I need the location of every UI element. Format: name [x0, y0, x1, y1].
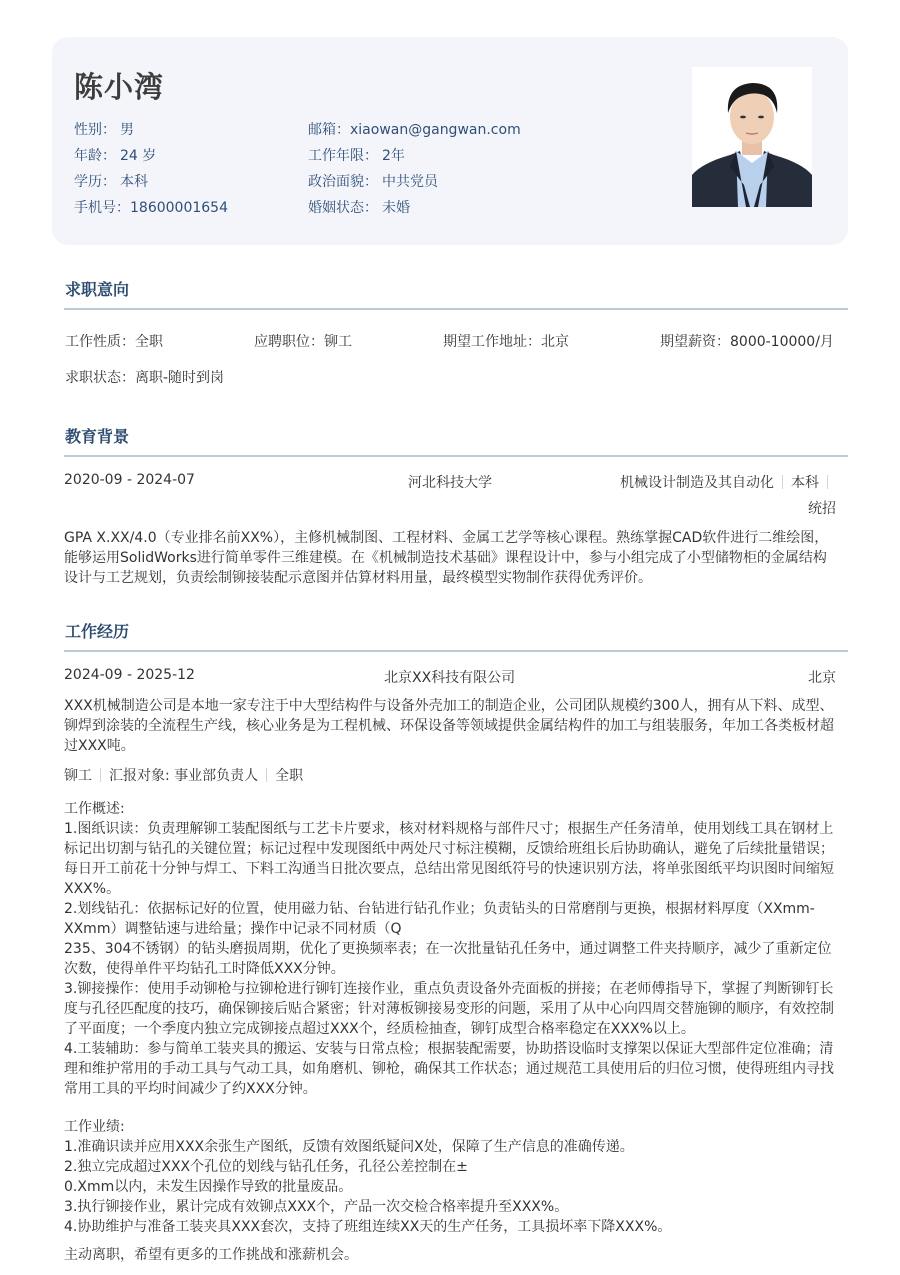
education-major-degree	[620, 472, 836, 492]
intent-salary	[660, 331, 834, 351]
overview-item: 235、304不锈钢）的钻头磨损周期，优化了更换频率表；在一次批量钻孔任务中，通过调整工件夹持顺序，减少了重新定位次数，使得单件平均钻孔工时降低XXX分钟。	[64, 941, 832, 977]
field-value: 24 岁	[120, 148, 157, 164]
education-description: GPA X.XX/4.0（专业排名前XX%），主修机械制图、工程材料、金属工艺学等核心课程。熟练掌握CAD软件进行二维绘图，能够运用SolidWorks进行简单零件三维建模。在《机械制造技术基础》课程设计中，参与小组完成了小型储物柜的金属结构设计与工艺规划，负责绘制铆接装配示意图并估算材料用量，最终模型实物制作获得优秀评价。	[64, 530, 829, 586]
field-label: 工作年限：	[308, 148, 378, 164]
section-title-job-intent: 求职意向	[65, 280, 130, 299]
achievement-item: 2.独立完成超过XXX个孔位的划线与钻孔任务，孔径公差控制在±	[64, 1159, 468, 1175]
overview-title: 工作概述:	[64, 801, 125, 817]
company-description: XXX机械制造公司是本地一家专注于中大型结构件与设备外壳加工的制造企业，公司团队规模约300人，拥有从下料、成型、铆焊到涂装的全流程生产线，核心业务是为工程机械、环保设备等领域提供金属结构件的加工与组装服务，年加工各类板材超过XXX吨。	[64, 698, 834, 754]
achievement-item: 0.Xmm以内，未发生因操作导致的批量废品。	[64, 1179, 353, 1195]
intent-location	[443, 331, 569, 351]
achievement-item: 1.准确识读并应用XXX余张生产图纸，反馈有效图纸疑问X处，保障了生产信息的准确传递。	[64, 1139, 634, 1155]
work-tag-type: 全职	[275, 768, 304, 784]
field-label: 期望工作地址：	[443, 334, 541, 350]
intent-work-type	[65, 331, 163, 351]
achievement-item: 4.协助维护与准备工装夹具XXX套次，支持了班组连续XX天的生产任务，工具损坏率下降XXX%。	[64, 1219, 672, 1235]
portrait-photo-icon	[692, 67, 812, 207]
work-location: 北京	[808, 670, 836, 686]
education-type: 统招	[808, 501, 836, 517]
work-achievements	[64, 1117, 839, 1237]
profile-field-age	[74, 145, 228, 171]
work-overview	[64, 799, 839, 1099]
field-value: 未婚	[382, 200, 410, 216]
separator	[266, 768, 267, 782]
profile-field-marital-status	[308, 197, 521, 223]
field-label: 求职状态：	[65, 370, 135, 386]
field-value: 北京	[541, 334, 569, 350]
education-major: 机械设计制造及其自动化	[620, 475, 774, 491]
separator	[827, 475, 828, 489]
overview-item: 4.工装辅助：参与简单工装夹具的搬运、安装与日常点检；根据装配需要，协助搭设临时支撑架以保证大型部件定位准确；清理和维护常用的手动工具与气动工具，如角磨机、铆枪，确保其工作状态；通过规范工具使用后的归位习惯，使得班组内寻找常用工具的平均时间减少了约XXX分钟。	[64, 1041, 834, 1097]
field-label: 婚姻状态：	[308, 200, 378, 216]
field-value: 离职-随时到岗	[135, 370, 225, 386]
field-label: 邮箱：	[308, 122, 350, 138]
field-value: 8000-10000/月	[730, 334, 834, 350]
overview-item: 3.铆接操作：使用手动铆枪与拉铆枪进行铆钉连接作业，重点负责设备外壳面板的拼接；在老师傅指导下，掌握了判断铆钉长度与孔径匹配度的技巧，确保铆接后贴合紧密；针对薄板铆接易变形的问题，采用了从中心向四周交替施铆的顺序，有效控制了平面度；一个季度内独立完成铆接点超过XXX个，经质检抽查，铆钉成型合格率稳定在XXX%以上。	[64, 981, 834, 1037]
section-divider	[64, 308, 848, 310]
field-label: 政治面貌：	[308, 174, 378, 190]
overview-item: 1.图纸识读：负责理解铆工装配图纸与工艺卡片要求，核对材料规格与部件尺寸；根据生产任务清单，使用划线工具在钢材上标记出切割与钻孔的关键位置；标记过程中发现图纸中两处尺寸标注模糊，反馈给班组长后协助确认，避免了后续批量错误；每日开工前花十分钟与焊工、下料工沟通当日批次要点，总结出常见图纸符号的快速识别方法，将单张图纸平均识图时间缩短XXX%。	[64, 821, 834, 897]
field-label: 学历：	[74, 174, 116, 190]
achievements-title: 工作业绩:	[64, 1119, 125, 1135]
intent-status	[65, 367, 224, 387]
work-tag-report-to: 汇报对象: 事业部负责人	[109, 768, 259, 784]
field-label: 性别：	[74, 122, 116, 138]
candidate-name: 陈小湾	[74, 70, 165, 104]
education-period: 2020-09 - 2024-07	[64, 472, 195, 488]
work-tag-role: 铆工	[64, 768, 92, 784]
profile-field-political-status	[308, 171, 521, 197]
field-value: 本科	[120, 174, 148, 190]
profile-field-email	[308, 119, 521, 145]
field-value: 中共党员	[382, 174, 438, 190]
field-value: 18600001654	[130, 200, 228, 216]
section-title-education: 教育背景	[65, 427, 130, 446]
work-tags	[64, 765, 303, 785]
profile-field-education	[74, 171, 228, 197]
profile-field-phone	[74, 197, 228, 223]
profile-header-card	[52, 37, 848, 245]
section-divider	[64, 455, 848, 457]
achievement-item: 3.执行铆接作业，累计完成有效铆点XXX个，产品一次交检合格率提升至XXX%。	[64, 1199, 569, 1215]
field-label: 手机号：	[74, 200, 130, 216]
overview-item: 2.划线钻孔：依据标记好的位置，使用磁力钻、台钻进行钻孔作业；负责钻头的日常磨削与更换，根据材料厚度（XXmm-XXmm）调整钻速与进给量；操作中记录不同材质（Q	[64, 901, 815, 937]
field-value: xiaowan@gangwan.com	[350, 122, 521, 138]
profile-left-fields	[74, 119, 228, 223]
field-label: 年龄：	[74, 148, 116, 164]
field-value: 铆工	[324, 334, 352, 350]
field-value: 全职	[135, 334, 163, 350]
section-title-work: 工作经历	[65, 622, 130, 641]
work-company: 北京XX科技有限公司	[384, 670, 516, 686]
profile-field-gender	[74, 119, 228, 145]
field-value: 男	[120, 122, 134, 138]
education-school: 河北科技大学	[408, 475, 492, 491]
education-degree: 本科	[791, 475, 819, 491]
intent-position	[254, 331, 352, 351]
profile-field-work-years	[308, 145, 521, 171]
work-period: 2024-09 - 2025-12	[64, 667, 195, 683]
separator	[100, 768, 101, 782]
section-divider	[64, 650, 848, 652]
field-value: 2年	[382, 148, 405, 164]
field-label: 应聘职位：	[254, 334, 324, 350]
field-label: 工作性质：	[65, 334, 135, 350]
leave-reason: 主动离职，希望有更多的工作挑战和涨薪机会。	[64, 1247, 358, 1263]
field-label: 期望薪资：	[660, 334, 730, 350]
profile-right-fields	[308, 119, 521, 223]
separator	[782, 475, 783, 489]
